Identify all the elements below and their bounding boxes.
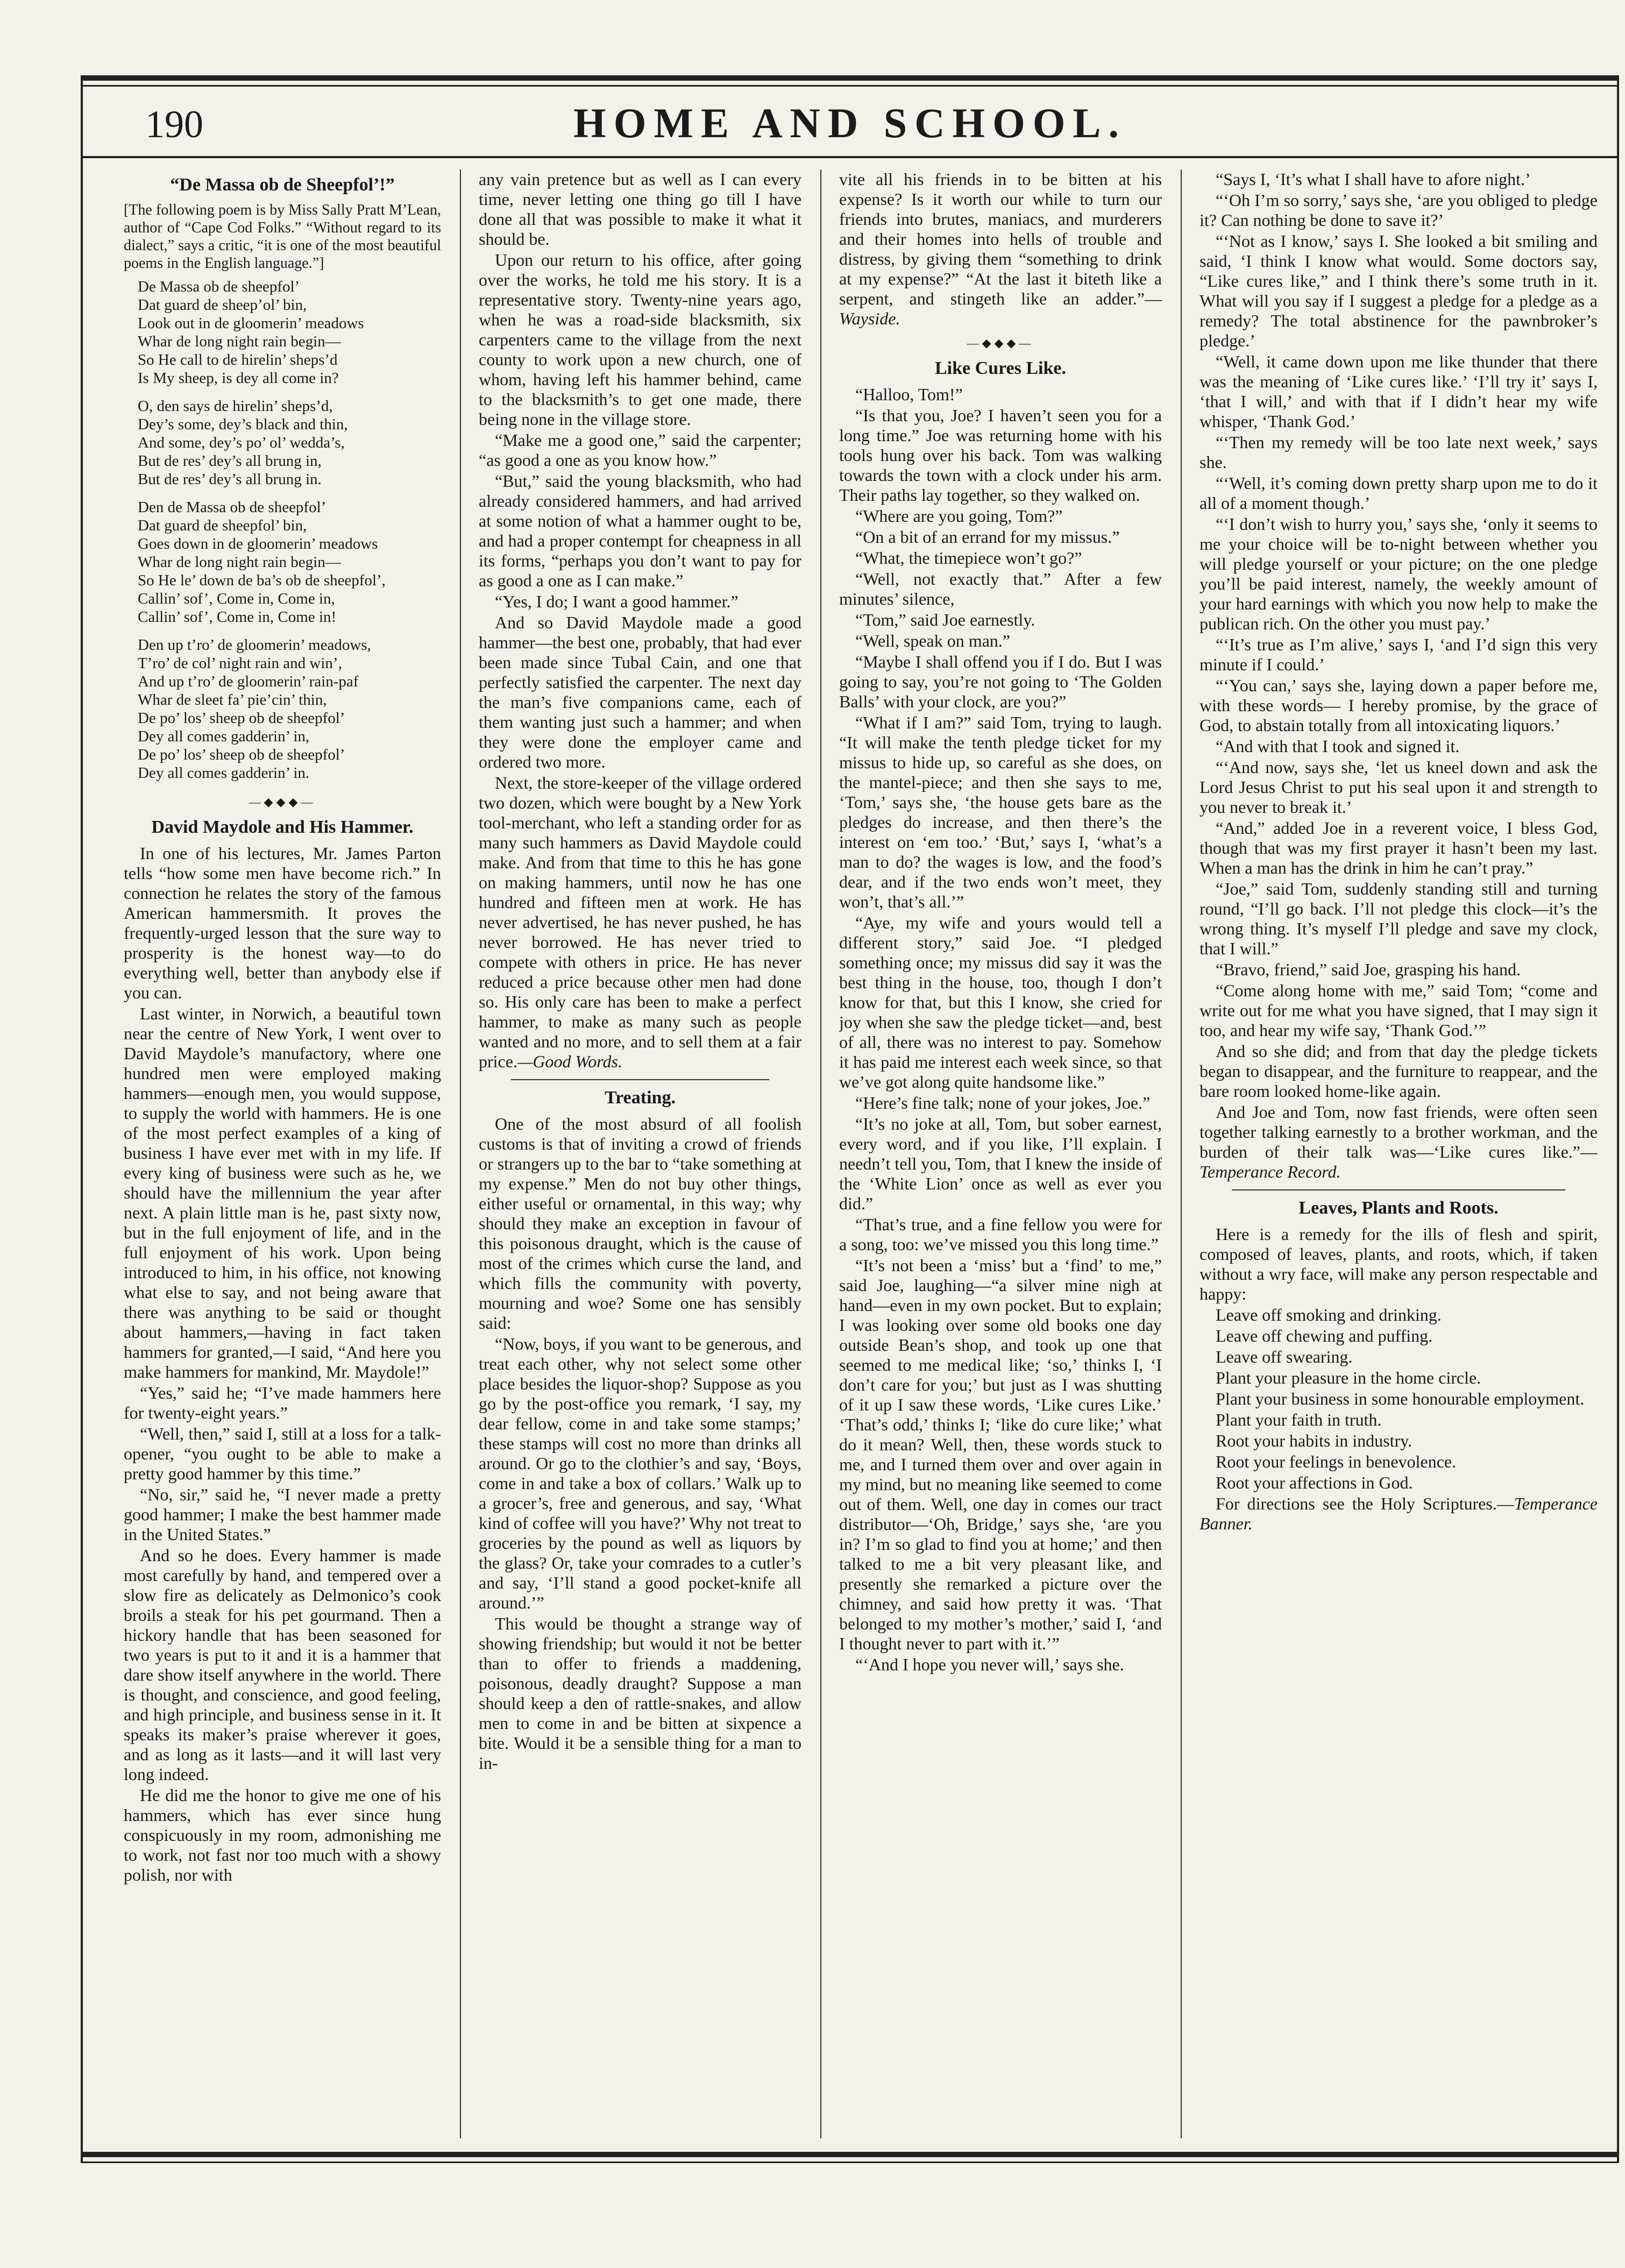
verse-line: De po’ los’ sheep ob de sheepfol’	[138, 710, 345, 727]
paragraph: “Now, boys, if you want to be generous, and treat each other, why not select some other place besides the liquor-shop? Suppose as you go by the post-office you remark, ‘I say, my dear fellow, come in and take some stamps;’ these stamps will cost no more than drinks all around. Or go to the clothier’s and say, ‘Boys, come in and take a box of collars.’ Walk up to a grocer’s, free and generous, and say, ‘What kind of coffee will you have?’ Why not treat to groceries by the pound as well as liquors by the glass? Or, take your comrades to a cutler’s and say, ‘I’ll stand a good pocket-knife all around.’”	[479, 1334, 801, 1612]
article-title: Like Cures Like.	[934, 358, 1066, 378]
paragraph: “Yes,” said he; “I’ve made hammers here for twenty-eight years.”	[124, 1383, 441, 1422]
paragraph: “It’s no joke at all, Tom, but sober earnest, every word, and if you like, I’ll explain. I needn’t tell you, Tom, that I knew the inside of the ‘White Lion’ once as well as ever you did.”	[839, 1114, 1162, 1213]
paragraph: “On a bit of an errand for my missus.”	[855, 527, 1120, 547]
source-credit: Temperance Banner.	[1200, 1494, 1598, 1533]
ornament-divider: —◆◆◆—	[249, 795, 316, 809]
paragraph: any vain pretence but as well as I can every time, never letting one thing go till I have done all that was possible to make it what it should be.	[479, 169, 801, 249]
paragraph: “‘And now, says she, ‘let us kneel down and ask the Lord Jesus Christ to put his seal upon it and strength to you never to break it.’	[1200, 757, 1598, 817]
paragraph: “Maybe I shall offend you if I do. But I was going to say, you’re not going to ‘The Golden Balls’ with your clock, are you?”	[839, 652, 1162, 711]
verse-line: Whar de long night rain begin—	[138, 333, 341, 350]
paragraph: “‘And I hope you never will,’ says she.	[855, 1655, 1124, 1674]
poem-stanza	[138, 278, 441, 387]
paragraph: “‘Not as I know,’ says I. She looked a bit smiling and said, ‘I think I know what would. Some doctors say, “Like cures like,” and I think there’s some truth in it. What will you say if I suggest a pledge for a pledge as a remedy? The total abstinence for the pawnbroker’s pledge.’	[1200, 231, 1598, 350]
poem-title: “De Massa ob de Sheepfol’!”	[170, 175, 395, 195]
frame-left	[81, 75, 83, 2163]
paragraph: “Well, it came down upon me like thunder that there was the meaning of ‘Like cures like.’ ‘I’ll try it’ says I, ‘that I will,’ and with that if I didn’t hear my wife whisper, ‘Thank God.’	[1200, 352, 1598, 431]
paragraph	[839, 169, 1162, 329]
paragraph: “Well, not exactly that.” After a few minutes’ silence,	[839, 569, 1162, 608]
verse-line: Whar de long night rain begin—	[138, 554, 341, 571]
frame-right	[1617, 75, 1619, 2163]
verse-line: Callin’ sof’, Come in, Come in!	[138, 608, 337, 626]
page-number: 190	[145, 103, 203, 146]
verse-line: De po’ los’ sheep ob de sheepfol’	[138, 746, 345, 763]
column-1	[124, 169, 441, 2144]
article-title: Treating.	[605, 1088, 676, 1108]
paragraph: “What, the timepiece won’t go?”	[855, 548, 1082, 568]
verse-line: Dey all comes gadderin’ in,	[138, 728, 310, 745]
column-rule	[460, 169, 461, 2138]
list-item: Plant your business in some honourable employment.	[1216, 1389, 1585, 1408]
running-head: HOME AND SCHOOL.	[573, 100, 1126, 146]
page-header	[81, 91, 1619, 151]
paragraph: “Halloo, Tom!”	[855, 385, 963, 404]
verse-line: De Massa ob de sheepfol’	[138, 278, 300, 295]
verse-line: Is My sheep, is dey all come in?	[138, 370, 339, 387]
verse-line: Dey’s some, dey’s black and thin,	[138, 416, 348, 433]
verse-line: Whar de sleet fa’ pie’cin’ thin,	[138, 691, 327, 708]
bottom-rule	[81, 2152, 1619, 2157]
paragraph: He did me the honor to give me one of his hammers, which has ever since hung conspicuously in my room, admonishing me to work, not fast nor too much with a showy polish, nor with	[124, 1785, 441, 1884]
list-item: Plant your pleasure in the home circle.	[1216, 1368, 1481, 1387]
top-rule-thin	[81, 85, 1619, 87]
paragraph: In one of his lectures, Mr. James Parton tells “how some men have become rich.” In connection he relates the story of the famous American hammersmith. It proves the frequently-urged lesson that the sure way to prosperity is the honest way—to do everything well, better than anybody else if you can.	[124, 844, 441, 1002]
paragraph-text: Next, the store-keeper of the village ordered two dozen, which were bought by a New York tool-merchant, who left a standing order for as many such hammers as David Maydole could make. And from that time to this he has gone on making hammers, until now he has one hundred and fifteen men at work. He has never advertised, he has never pushed, he has never borrowed. He has never tried to compete with others in price. He has never reduced a price because other men had done so. His only care has been to make a perfect hammer, to make as many such as people wanted and no more, and to sell them at a fair price.	[479, 773, 801, 1071]
paragraph	[479, 773, 801, 1072]
paragraph: “Joe,” said Tom, suddenly standing still and turning round, “I’ll go back. I’ll not pledge this clock—it’s the wrong thing. It’s myself I’ll pledge and save my clock, that I will.”	[1200, 879, 1598, 958]
verse-line: Callin’ sof’, Come in, Come in,	[138, 590, 335, 607]
top-rule	[81, 75, 1619, 81]
paragraph: And so David Maydole made a good hammer—the best one, probably, that had ever been made since Tubal Cain, and one that perfectly satisfied the carpenter. The next day the man’s five companions came, each of them wanting just such a hammer; and when they were done the employer came and ordered two more.	[479, 613, 801, 771]
paragraph	[1200, 1102, 1598, 1182]
paragraph: “Here’s fine talk; none of your jokes, Joe.”	[855, 1093, 1151, 1112]
ornament-divider: —◆◆◆—	[967, 336, 1034, 350]
verse-line: Goes down in de gloomerin’ meadows	[138, 535, 378, 552]
paragraph-text: And Joe and Tom, now fast friends, were often seen together talking earnestly to a brother workman, and the burden of their talk was—‘Like cures like.”—	[1200, 1102, 1598, 1161]
poem-stanza	[138, 397, 441, 488]
list-item: Root your affections in God.	[1216, 1473, 1413, 1492]
verse-line: Dat guard de sheepfol’ bin,	[138, 517, 307, 534]
paragraph: Last winter, in Norwich, a beautiful town near the centre of New York, I went over to David Maydole’s manufactory, where one hundred men were employed making hammers—enough men, you would suppose, to supply the world with hammers. He is one of the most perfect examples of a king of business I have ever met with in my life. If every king of business were such as he, we should have the millennium the year after next. A plain little man is he, past sixty now, but in the full enjoyment of life, and in the full enjoyment of his work. Upon being introduced to him, in his office, not knowing what else to say, and not being aware that there was anything to be said or thought about hammers,—having in fact taken hammers for granted,—I said, “And here you make hammers for mankind, Mr. Maydole!”	[124, 1004, 441, 1381]
list-item: Plant your faith in truth.	[1216, 1410, 1382, 1429]
verse-line: Dat guard de sheep’ol’ bin,	[138, 296, 307, 314]
verse-line: Dey all comes gadderin’ in.	[138, 764, 310, 782]
paragraph-text: vite all his friends in to be bitten at his expense? Is it worth our while to turn our friends into brutes, maniacs, and murderers and their homes into hells of trouble and distress, by giving them “something to drink at my expense?” “At the last it biteth like a serpent, and stingeth like an adder.”—	[839, 169, 1162, 308]
paragraph: “Well, speak on man.”	[855, 631, 1010, 650]
paragraph: “What if I am?” said Tom, trying to laugh. “It will make the tenth pledge ticket for my missus to hide up, so careful as she does, on the mantel-piece; and then she says to me, ‘Tom,’ says she, ‘the house gets bare as the pledges do increase, and then there’s the interest on ‘em too.’ ‘But,’ says I, ‘what’s a man to do? the wages is low, and the food’s dear, and if the two ends won’t meet, they won’t, that’s all.’”	[839, 713, 1162, 911]
paragraph: “And,” added Joe in a reverent voice, I bless God, though that was my first prayer it hasn’t been my last. When a man has the drink in him he can’t pray.”	[1200, 818, 1598, 877]
newspaper-page	[81, 59, 1625, 2173]
bottom-rule-thin	[81, 2161, 1619, 2163]
divider	[1232, 1189, 1565, 1190]
paragraph: One of the most absurd of all foolish customs is that of inviting a crowd of friends or strangers up to the bar to “take something at my expense.” Men do not buy other things, either useful or ornamental, in this way; why should they make an exception in favour of this poisonous draught, which is the cause of most of the crimes which curse the land, and which fills the community with poverty, mourning and woe? Some one has sensibly said:	[479, 1114, 801, 1333]
divider	[511, 1079, 769, 1080]
paragraph: “Where are you going, Tom?”	[855, 506, 1063, 526]
paragraph: “Is that you, Joe? I haven’t seen you for a long time.” Joe was returning home with his tools hung over his back. Tom was walking towards the town with a clock under his arm. Their paths lay together, so they walked on.	[839, 406, 1162, 505]
paragraph: “Tom,” said Joe earnestly.	[855, 610, 1035, 629]
column-2	[479, 169, 801, 2144]
list-item: Leave off chewing and puffing.	[1216, 1326, 1433, 1345]
verse-line: And up t’ro’ de gloomerin’ rain-paf	[138, 673, 359, 690]
paragraph: “It’s not been a ‘miss’ but a ‘find’ to me,” said Joe, laughing—“a silver mine nigh at hand—even in my own pocket. But to explain; I was looking over some old books one day outside Bean’s shop, and took up one that seemed to me medical like; ‘so,’ thinks I, ‘I don’t care for you;’ but just as I was shutting of it up I saw these words, ‘Like cures Like.’ ‘That’s odd,’ thinks I; ‘like do cure like;’ what do it mean? Well, then, these words stuck to me, and I turned them over and over again in my mind, but no meaning like seemed to come out of them. Well, one day in comes our tract distributor—‘Oh, Bridge,’ says she, ‘are you in? I’m so glad to find you at home;’ and then talked to me a bit very pleasant like, and presently she remarked a picture over the chimney, and said how pretty it was. ‘That belonged to my mother’s mother,’ said I, ‘and I thought never to part with it.’”	[839, 1256, 1162, 1653]
paragraph: “That’s true, and a fine fellow you were for a song, too: we’ve missed you this long time.”	[839, 1215, 1162, 1254]
paragraph: “Make me a good one,” said the carpenter; “as good a one as you know how.”	[479, 430, 801, 470]
verse-line: Look out in de gloomerin’ meadows	[138, 315, 364, 332]
paragraph: “‘Then my remedy will be too late next week,’ says she.	[1200, 433, 1598, 472]
paragraph: “Yes, I do; I want a good hammer.”	[495, 592, 739, 611]
paragraph: “Bravo, friend,” said Joe, grasping his hand.	[1216, 960, 1521, 979]
list-item: Root your feelings in benevolence.	[1216, 1452, 1456, 1471]
list-item-text: For directions see the Holy Scriptures.—	[1216, 1494, 1514, 1513]
poem-note: [The following poem is by Miss Sally Pratt M’Lean, author of “Cape Cod Folks.” “Without regard to its dialect,” says a critic, “it is one of the most beautiful poems in the English language.”]	[124, 202, 441, 272]
column-rule	[1181, 169, 1182, 2138]
paragraph: “‘Oh I’m so sorry,’ says she, ‘are you obliged to pledge it? Can nothing be done to save it?’	[1200, 190, 1598, 230]
paragraph: “Well, then,” said I, still at a loss for a talk-opener, “you ought to be able to make a pretty good hammer by this time.”	[124, 1424, 441, 1483]
paragraph: And so he does. Every hammer is made most carefully by hand, and tempered over a slow fire as delicately as Delmonico’s cook broils a steak for his pet gourmand. Then a hickory handle that has been seasoned for two years is put to it and it is a hammer that dare show itself anywhere in the world. There is thought, and conscience, and good feeling, and high principle, and business sense in it. It speaks its maker’s praise wherever it goes, and as long as it lasts—and it will last very long indeed.	[124, 1546, 441, 1784]
article-title: David Maydole and His Hammer.	[151, 817, 414, 837]
paragraph: “‘You can,’ says she, laying down a paper before me, with these words— I hereby promise, by the grace of God, to abstain totally from all intoxicating liquors.’	[1200, 676, 1598, 735]
column-4	[1200, 169, 1598, 2144]
paragraph: “‘It’s true as I’m alive,’ says I, ‘and I’d sign this very minute if I could.’	[1200, 635, 1598, 674]
paragraph: “‘Well, it’s coming down pretty sharp upon me to do it all of a moment though.’	[1200, 473, 1598, 513]
column-3	[839, 169, 1162, 2144]
paragraph: Here is a remedy for the ills of flesh and spirit, composed of leaves, plants, and roots, which, if taken without a wry face, will make any person respectable and happy:	[1200, 1224, 1598, 1303]
verse-line: And some, dey’s po’ ol’ wedda’s,	[138, 434, 345, 451]
poem-stanza	[138, 498, 441, 626]
list-item: Leave off smoking and drinking.	[1216, 1305, 1442, 1324]
paragraph: “Come along home with me,” said Tom; “come and write out for me what you have signed, that I may sign it too, and hear my wife say, ‘Thank God.’”	[1200, 981, 1598, 1040]
source-credit: Wayside.	[839, 309, 900, 328]
source-credit: —Good Words.	[517, 1052, 622, 1071]
header-rule	[81, 156, 1619, 158]
poem-stanza	[138, 636, 441, 782]
paragraph: “No, sir,” said he, “I never made a pretty good hammer; I make the best hammer made in the United States.”	[124, 1485, 441, 1544]
paragraph: “Says I, ‘It’s what I shall have to afore night.’	[1216, 169, 1531, 189]
list-item: Root your habits in industry.	[1216, 1431, 1413, 1450]
verse-line: So He call to de hirelin’ sheps’d	[138, 351, 338, 368]
paragraph: Upon our return to his office, after going over the works, he told me his story. It is a representative story. Twenty-nine years ago, when he was a road-side blacksmith, six carpenters came to the village from the next county to work upon a new church, one of whom, having left his hammer behind, came to the blacksmith’s to get one made, there being none in the village store.	[479, 250, 801, 429]
paragraph: “And with that I took and signed it.	[1216, 736, 1460, 756]
column-rule	[820, 169, 821, 2138]
verse-line: Den up t’ro’ de gloomerin’ meadows,	[138, 636, 371, 654]
source-credit: Temperance Record.	[1200, 1162, 1341, 1181]
paragraph: “‘I don’t wish to hurry you,’ says she, ‘only it seems to me your choice will be to-night between whether you will pledge yourself or your picture; on the one pledge you’ll be paid interest, namely, the weekly amount of your hard earnings with which you now help to make the publican rich. On the other you must pay.’	[1200, 514, 1598, 633]
paragraph: “But,” said the young blacksmith, who had already considered hammers, and had arrived at some notion of what a hammer ought to be, and had a proper contempt for cheapness in all its forms, “perhaps you don’t want to pay for as good a one as I can make.”	[479, 471, 801, 590]
article-title: Leaves, Plants and Roots.	[1298, 1198, 1499, 1218]
verse-line: But de res’ dey’s all brung in.	[138, 471, 322, 488]
list-item: Leave off swearing.	[1216, 1347, 1353, 1366]
verse-line: So He le’ down de ba’s ob de sheepfol’,	[138, 572, 386, 589]
verse-line: T’ro’ de col’ night rain and win’,	[138, 655, 342, 672]
verse-line: Den de Massa ob de sheepfol’	[138, 499, 327, 516]
verse-line: But de res’ dey’s all brung in,	[138, 452, 322, 470]
paragraph: This would be thought a strange way of showing friendship; but would it not be better than to offer to friends a maddening, poisonous, deadly draught? Suppose a man should keep a den of rattle-snakes, and allow men to come in and be bitten at sixpence a bite. Would it be a sensible thing for a man to in-	[479, 1614, 801, 1773]
paragraph: And so she did; and from that day the pledge tickets began to disappear, and the furniture to reappear, and the bare room looked home-like again.	[1200, 1041, 1598, 1101]
paragraph: “Aye, my wife and yours would tell a different story,” said Joe. “I pledged something once; my missus did say it was the best thing in the house, too, though I don’t know for that, but this I know, she cried for joy when she saw the pledge ticket—and, best of all, there was no interest to pay. Somehow it has paid me interest each week since, so that we’ve got along quite handsome like.”	[839, 913, 1162, 1092]
verse-line: O, den says de hirelin’ sheps’d,	[138, 398, 333, 415]
list-item	[1200, 1494, 1598, 1534]
